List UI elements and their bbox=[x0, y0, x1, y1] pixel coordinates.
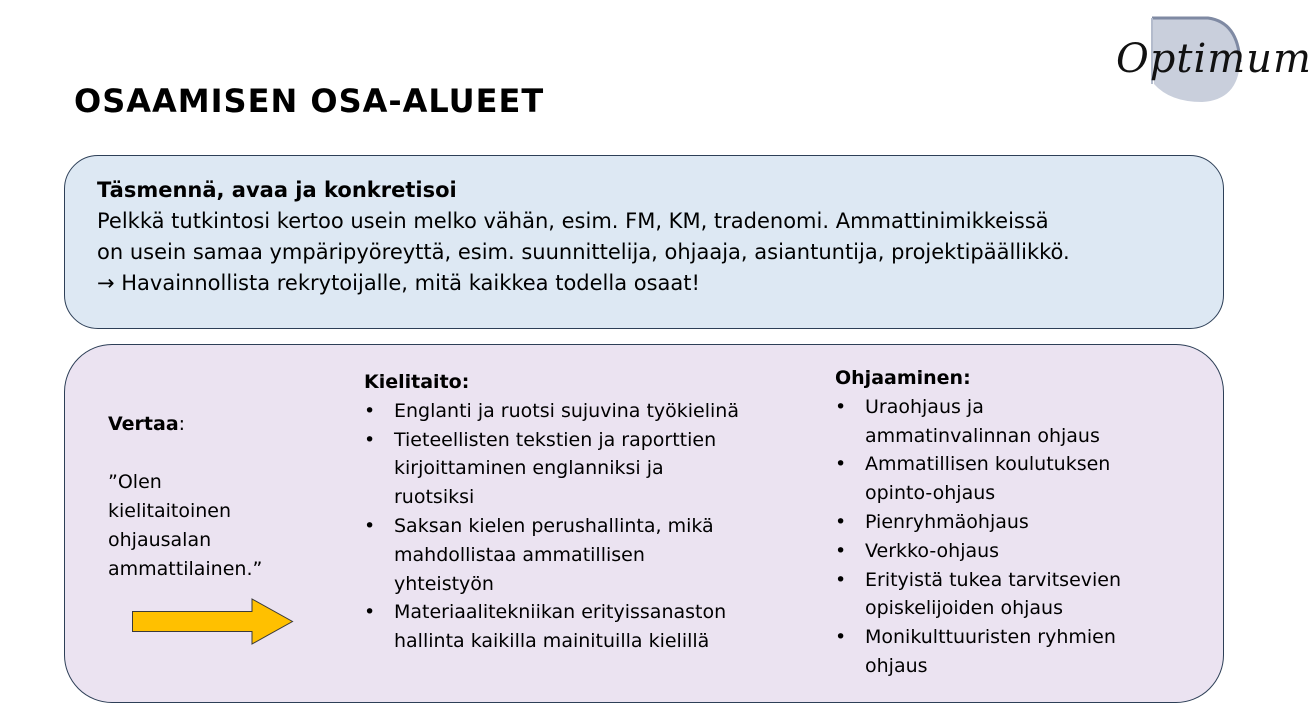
compare-quote bbox=[108, 468, 328, 584]
language-skills-column bbox=[364, 368, 804, 656]
compare-label-colon: : bbox=[178, 413, 186, 435]
optimum-logo bbox=[1110, 14, 1312, 106]
list-item-line: • Pienryhmäohjaus bbox=[865, 510, 1029, 533]
list-item-line: • Uraohjaus ja bbox=[865, 395, 984, 418]
guidance-title: Ohjaaminen: bbox=[835, 367, 971, 389]
language-skills-list bbox=[364, 397, 804, 656]
compare-block bbox=[108, 410, 328, 584]
list-item-line: ruotsiksi bbox=[394, 486, 475, 509]
guidance-column bbox=[835, 364, 1175, 681]
right-arrow-icon bbox=[132, 598, 294, 646]
list-item-line: hallinta kaikilla mainituilla kielillä bbox=[394, 630, 710, 653]
list-item-line: • Erityistä tukea tarvitsevien bbox=[865, 568, 1122, 591]
list-item bbox=[364, 397, 804, 426]
list-item bbox=[835, 450, 1175, 508]
list-item-line: ohjaus bbox=[865, 654, 928, 677]
list-item-line: • Monikulttuuristen ryhmien bbox=[865, 626, 1116, 649]
logo-text: Optimum bbox=[1116, 36, 1312, 82]
quote-line: kielitaitoinen bbox=[108, 500, 232, 522]
page-title: OSAAMISEN OSA-ALUEET bbox=[74, 82, 545, 120]
list-item bbox=[835, 537, 1175, 566]
quote-line: ammattilainen.” bbox=[108, 558, 263, 580]
list-item-line: • Tieteellisten tekstien ja raporttien bbox=[394, 428, 717, 451]
intro-line: on usein samaa ympäripyöreyttä, esim. suunnittelija, ohjaaja, asiantuntija, projektipäällikkö. bbox=[97, 240, 1070, 264]
list-item-line: ammatinvalinnan ohjaus bbox=[865, 424, 1100, 447]
list-item-line: opinto-ohjaus bbox=[865, 482, 996, 505]
list-item bbox=[364, 598, 804, 656]
list-item-line: kirjoittaminen englanniksi ja bbox=[394, 457, 664, 480]
language-skills-title: Kielitaito: bbox=[364, 371, 470, 393]
quote-line: ”Olen bbox=[108, 471, 162, 493]
list-item-line: • Englanti ja ruotsi sujuvina työkielinä bbox=[394, 399, 739, 422]
list-item-line: mahdollistaa ammatillisen bbox=[394, 543, 645, 566]
list-item-line: yhteistyön bbox=[394, 572, 494, 595]
intro-line: Pelkkä tutkintosi kertoo usein melko vähän, esim. FM, KM, tradenomi. Ammattinimikkeissä bbox=[97, 209, 1049, 233]
list-item bbox=[835, 623, 1175, 681]
intro-body bbox=[97, 206, 1207, 299]
list-item-line: • Materiaalitekniikan erityissanaston bbox=[394, 601, 727, 624]
list-item-line: • Saksan kielen perushallinta, mikä bbox=[394, 514, 714, 537]
compare-label bbox=[108, 410, 328, 439]
list-item bbox=[364, 512, 804, 598]
list-item-line: • Verkko-ohjaus bbox=[865, 539, 1000, 562]
intro-box bbox=[64, 155, 1224, 329]
intro-heading: Täsmennä, avaa ja konkretisoi bbox=[97, 178, 457, 202]
compare-label-text: Vertaa bbox=[108, 413, 179, 435]
intro-line: → Havainnollista rekrytoijalle, mitä kaikkea todella osaat! bbox=[97, 271, 700, 295]
quote-line: ohjausalan bbox=[108, 529, 212, 551]
list-item bbox=[835, 508, 1175, 537]
list-item bbox=[835, 393, 1175, 451]
list-item-line: opiskelijoiden ohjaus bbox=[865, 597, 1063, 620]
list-item-line: • Ammatillisen koulutuksen bbox=[865, 453, 1111, 476]
list-item bbox=[835, 566, 1175, 624]
guidance-list bbox=[835, 393, 1175, 681]
list-item bbox=[364, 426, 804, 512]
